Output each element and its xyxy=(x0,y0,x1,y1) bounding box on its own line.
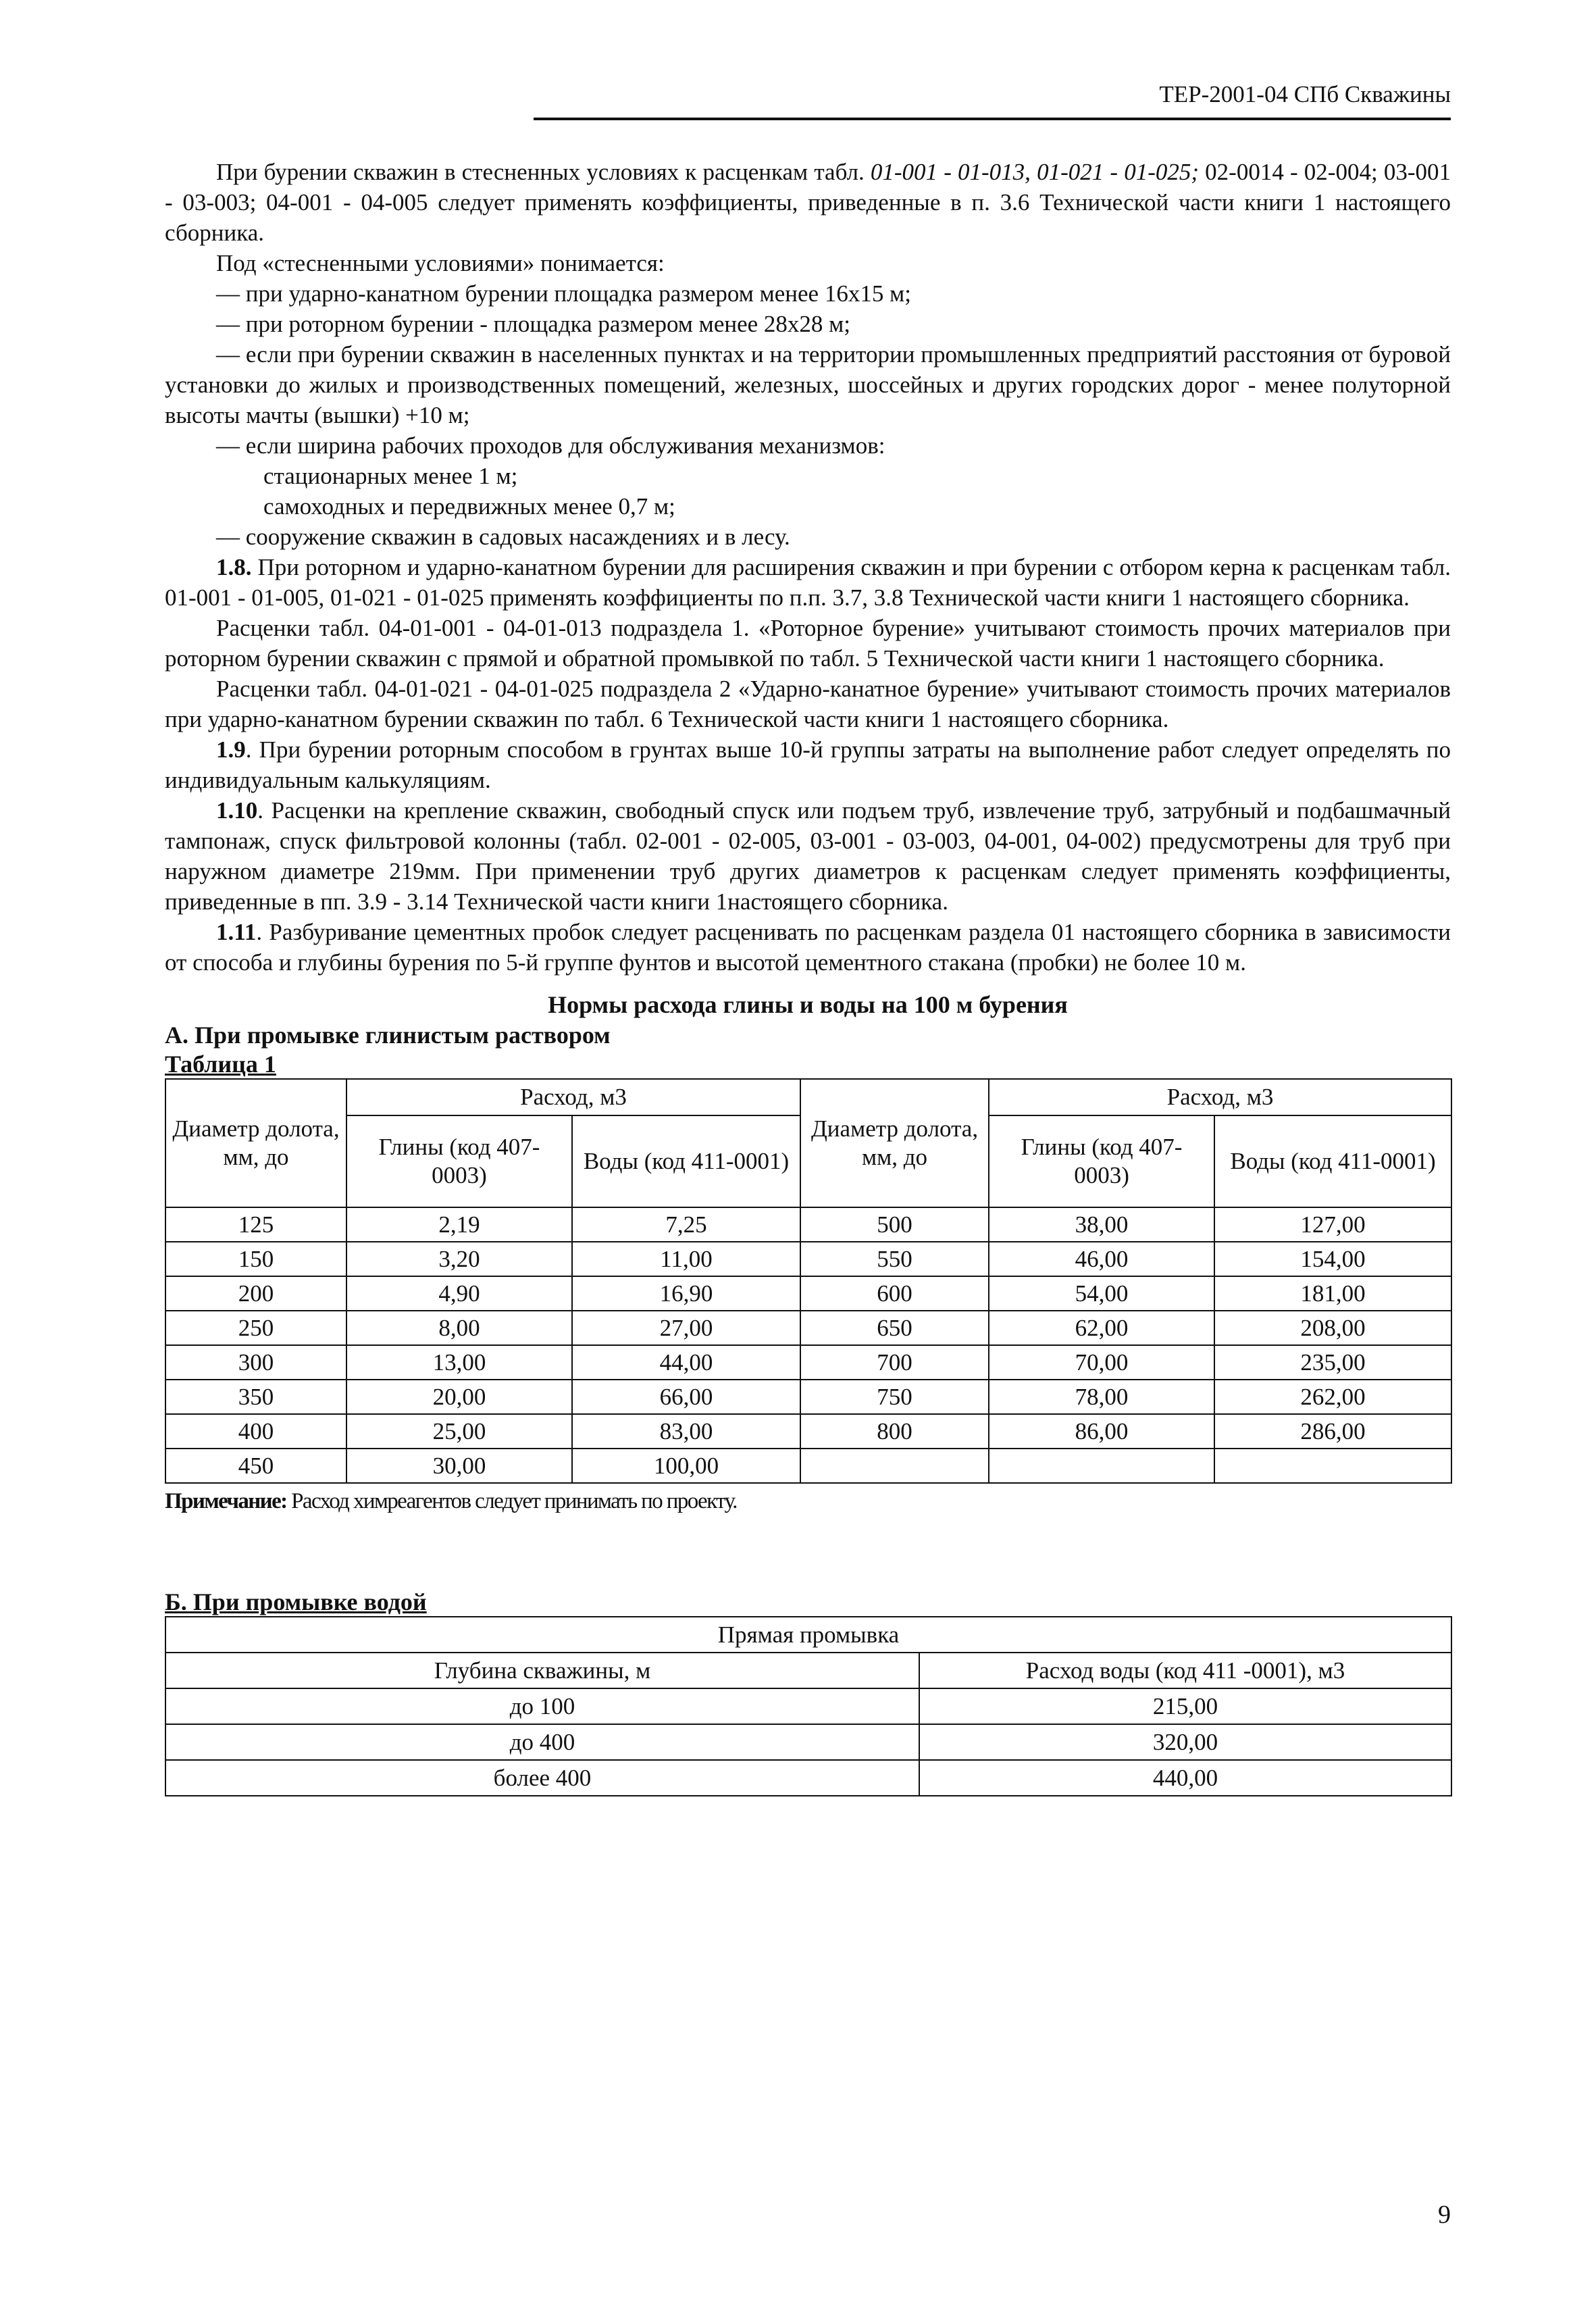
table-2-body xyxy=(165,1688,1451,1796)
header-water: Воды (код 411-0001) xyxy=(572,1115,800,1207)
table-cell: более 400 xyxy=(165,1760,919,1796)
clause-1-8 xyxy=(165,552,1451,613)
table-cell: 46,00 xyxy=(989,1242,1214,1276)
table-cell: 86,00 xyxy=(989,1414,1214,1449)
header-diameter: Диаметр долота, мм, до xyxy=(800,1079,989,1207)
header-direct-flush: Прямая промывка xyxy=(165,1617,1451,1653)
table-cell: 2,19 xyxy=(346,1207,572,1242)
table-cell: до 100 xyxy=(165,1688,919,1724)
table-cell: 25,00 xyxy=(346,1414,572,1449)
table-cell: 440,00 xyxy=(919,1760,1451,1796)
table-row xyxy=(165,1311,1451,1345)
intro-text-italic: 01-001 - 01-013, 01-021 - 01-025; xyxy=(870,159,1200,185)
table-cell: 125 xyxy=(165,1207,346,1242)
intro-text-c: 02-0014 - 02-004; 03-001 - 03-003; 04-001 - 04-005 следует применять коэффициенты, приведенные в п. 3.6 Технической части книги 1 настоящего сборника. xyxy=(165,159,1451,246)
clause-text: . Разбуривание цементных пробок следует расценивать по расценкам раздела 01 настоящего сборника в зависимости от способа и глубины бурения по 5-й группе фунтов и высотой цементного стакана (пробки) не более 10 м. xyxy=(165,919,1451,976)
table-cell: 4,90 xyxy=(346,1276,572,1311)
header-consumption: Расход, м3 xyxy=(346,1079,800,1115)
water-flush-block xyxy=(165,1588,1451,1796)
condition-subitem: стационарных менее 1 м; xyxy=(263,463,518,489)
table-cell: 44,00 xyxy=(572,1345,800,1380)
table-note xyxy=(165,1488,1451,1515)
condition-item: — если ширина рабочих проходов для обслуживания механизмов: xyxy=(216,432,885,459)
header-consumption: Расход, м3 xyxy=(989,1079,1451,1115)
condition-item: — при ударно-канатном бурении площадка размером менее 16х15 м; xyxy=(216,280,911,307)
header-water-consumption: Расход воды (код 411 -0001), м3 xyxy=(919,1653,1451,1688)
table-cell: 16,90 xyxy=(572,1276,800,1311)
table-cell: 215,00 xyxy=(919,1688,1451,1724)
table-cell: 181,00 xyxy=(1214,1276,1451,1311)
table-cell: 20,00 xyxy=(346,1380,572,1414)
clause-text: . Расценки на крепление скважин, свободный спуск или подъем труб, извлечение труб, затрубный и подбашмачный тампонаж, спуск фильтровой колонны (табл. 02-001 - 02-005, 03-001 - 03-003, 04-001, 04-002) предусмотрены для труб при наружном диаметре 219мм. При применении труб других диаметров к расценкам следует применять коэффициенты, приведенные в пп. 3.9 - 3.14 Технической части книги 1настоящего сборника. xyxy=(165,797,1451,915)
intro-paragraph xyxy=(165,157,1451,248)
table-cell: 200 xyxy=(165,1276,346,1311)
table-cell: 62,00 xyxy=(989,1311,1214,1345)
table-cell: 400 xyxy=(165,1414,346,1449)
condition-item: — сооружение скважин в садовых насаждениях и в лесу. xyxy=(216,524,790,550)
table-row xyxy=(165,1724,1451,1760)
page-content xyxy=(165,157,1451,1796)
water-flush-table xyxy=(165,1616,1452,1796)
table-cell: 100,00 xyxy=(572,1449,800,1483)
table-cell: 250 xyxy=(165,1311,346,1345)
table-row xyxy=(165,1449,1451,1483)
table-cell: 8,00 xyxy=(346,1311,572,1345)
clause-1-10 xyxy=(165,795,1451,917)
rates-paragraph-2: Расценки табл. 04-01-021 - 04-01-025 подраздела 2 «Ударно-канатное бурение» учитывают стоимость прочих материалов при ударно-канатном бурении скважин по табл. 6 Технической части книги 1 настоящего сборника. xyxy=(165,676,1451,732)
table-row xyxy=(165,1242,1451,1276)
table-cell: 350 xyxy=(165,1380,346,1414)
header-depth: Глубина скважины, м xyxy=(165,1653,919,1688)
table-cell: 235,00 xyxy=(1214,1345,1451,1380)
table-cell: 208,00 xyxy=(1214,1311,1451,1345)
condition-item: — если при бурении скважин в населенных пунктах и на территории промышленных предприятий расстояния от буровой установки до жилых и производственных помещений, железных, шоссейных и других городских дорог - менее полуторной высоты мачты (вышки) +10 м; xyxy=(165,341,1451,428)
intro-text-a: При бурении скважин в стесненных условиях к расценкам табл. xyxy=(216,159,871,185)
note-label: Примечание: xyxy=(165,1489,287,1513)
table-row xyxy=(165,1380,1451,1414)
table-cell: 450 xyxy=(165,1449,346,1483)
table-cell: 66,00 xyxy=(572,1380,800,1414)
table-cell: 800 xyxy=(800,1414,989,1449)
table-cell: 500 xyxy=(800,1207,989,1242)
conditions-intro: Под «стесненными условиями» понимается: xyxy=(216,250,665,276)
table-cell: 550 xyxy=(800,1242,989,1276)
table-cell: 750 xyxy=(800,1380,989,1414)
table-cell: 38,00 xyxy=(989,1207,1214,1242)
table-cell: 30,00 xyxy=(346,1449,572,1483)
clause-number: 1.9 xyxy=(216,736,246,763)
table-row xyxy=(165,1207,1451,1242)
table-row xyxy=(165,1760,1451,1796)
header-clay: Глины (код 407-0003) xyxy=(989,1115,1214,1207)
clause-number: 1.8. xyxy=(216,554,252,580)
table-cell: 78,00 xyxy=(989,1380,1214,1414)
table-cell: 83,00 xyxy=(572,1414,800,1449)
note-text: Расход химреагентов следует принимать по проекту. xyxy=(286,1489,737,1513)
table-cell: 3,20 xyxy=(346,1242,572,1276)
clause-1-9 xyxy=(165,734,1451,795)
clause-text: . При бурении роторным способом в грунтах выше 10-й группы затраты на выполнение работ следует определять по индивидуальным калькуляциям. xyxy=(165,736,1451,793)
table-cell: 262,00 xyxy=(1214,1380,1451,1414)
header-clay: Глины (код 407-0003) xyxy=(346,1115,572,1207)
table-cell: 286,00 xyxy=(1214,1414,1451,1449)
section-title: Нормы расхода глины и воды на 100 м бурения xyxy=(548,991,1068,1018)
table-cell: 650 xyxy=(800,1311,989,1345)
table-row xyxy=(165,1345,1451,1380)
subsection-b-title: Б. При промывке водой xyxy=(165,1588,427,1615)
table-cell: 7,25 xyxy=(572,1207,800,1242)
table-cell xyxy=(989,1449,1214,1483)
clause-text: При роторном и ударно-канатном бурении для расширения скважин и при бурении с отбором керна к расценкам табл. 01-001 - 01-005, 01-021 - 01-025 применять коэффициенты по п.п. 3.7, 3.8 Технической части книги 1 настоящего сборника. xyxy=(165,554,1451,611)
table-cell: 600 xyxy=(800,1276,989,1311)
clause-number: 1.10 xyxy=(216,797,258,824)
table-cell: 127,00 xyxy=(1214,1207,1451,1242)
table-cell: 320,00 xyxy=(919,1724,1451,1760)
clay-water-norms-table xyxy=(165,1078,1452,1484)
table-cell xyxy=(800,1449,989,1483)
table-row xyxy=(165,1414,1451,1449)
condition-item: — при роторном бурении - площадка размером менее 28х28 м; xyxy=(216,311,851,337)
table-cell: 70,00 xyxy=(989,1345,1214,1380)
condition-subitem: самоходных и передвижных менее 0,7 м; xyxy=(263,493,675,520)
table-cell: 54,00 xyxy=(989,1276,1214,1311)
page-header: ТЕР-2001-04 СПб Скважины xyxy=(534,80,1451,120)
table-cell: 150 xyxy=(165,1242,346,1276)
clause-1-11 xyxy=(165,917,1451,978)
table-1-label: Таблица 1 xyxy=(165,1051,276,1078)
header-water: Воды (код 411-0001) xyxy=(1214,1115,1451,1207)
table-cell: 13,00 xyxy=(346,1345,572,1380)
table-1-body xyxy=(165,1207,1451,1483)
table-cell xyxy=(1214,1449,1451,1483)
table-cell: 11,00 xyxy=(572,1242,800,1276)
table-cell: 27,00 xyxy=(572,1311,800,1345)
page-number: 9 xyxy=(1438,2200,1451,2229)
table-row xyxy=(165,1688,1451,1724)
subsection-a-title: А. При промывке глинистым раствором xyxy=(165,1022,611,1049)
table-row xyxy=(165,1276,1451,1311)
header-diameter: Диаметр долота, мм, до xyxy=(165,1079,346,1207)
table-cell: 700 xyxy=(800,1345,989,1380)
table-cell: до 400 xyxy=(165,1724,919,1760)
clause-number: 1.11 xyxy=(216,919,257,945)
table-cell: 154,00 xyxy=(1214,1242,1451,1276)
rates-paragraph-1: Расценки табл. 04-01-001 - 04-01-013 подраздела 1. «Роторное бурение» учитывают стоимость прочих материалов при роторном бурении скважин с прямой и обратной промывкой по табл. 5 Технической части книги 1 настоящего сборника. xyxy=(165,615,1451,672)
table-cell: 300 xyxy=(165,1345,346,1380)
